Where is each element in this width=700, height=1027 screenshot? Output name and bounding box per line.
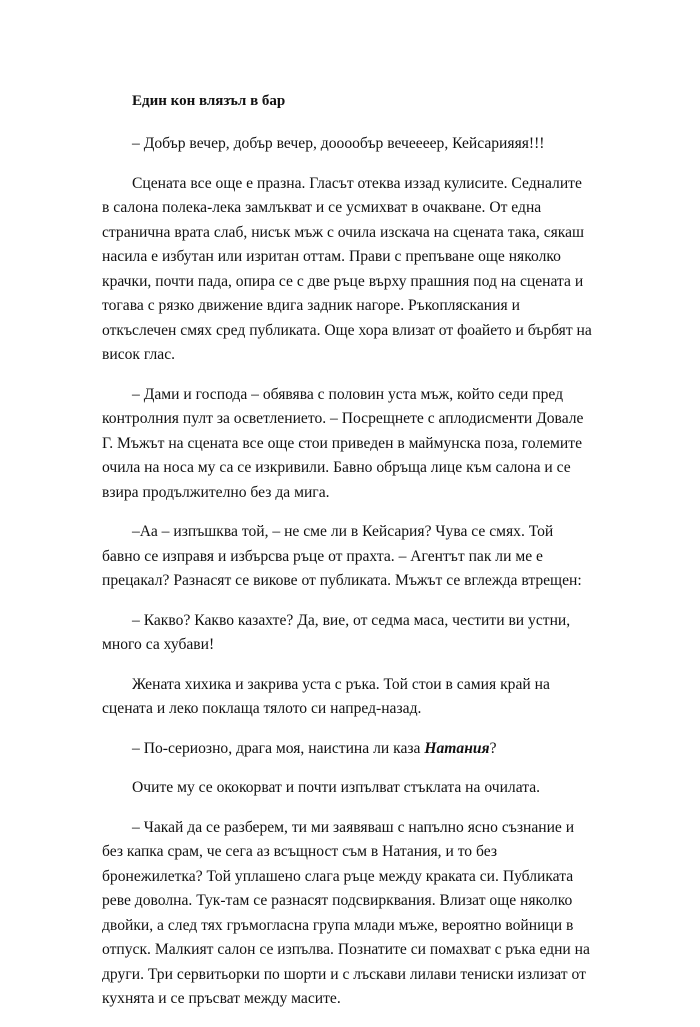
text-line: сцената и леко поклаща тялото си напред-назад. [102, 700, 422, 717]
text-line: Сцената все още е празна. Гласът отеква иззад кулисите. Седналите [132, 174, 582, 192]
text-line: бавно се изправя и избърсва ръце от прахта. – Агентът пак ли ме е [102, 547, 543, 565]
text-line: взира продължително без да мига. [102, 483, 330, 501]
text-line: без капка срам, че сега аз всъщност съм в Натания, и то без [102, 843, 498, 860]
text-line: – Добър вечер, добър вечер, дооообър вечеееер, Кейсарияяя!!! [132, 135, 545, 152]
text-line: очила на носа му са се изкривили. Бавно обръща лице към салона и се [102, 459, 571, 476]
paragraph-9 [102, 816, 622, 1012]
paragraph-1 [102, 132, 622, 157]
text-line: Г. Мъжът на сцената все още стои приведен в маймунска поза, големите [102, 434, 582, 452]
text-line: много са хубави! [102, 636, 215, 653]
text-run: ? [489, 739, 497, 757]
text-line: Жената хихика и закрива уста с ръка. Той стои в самия край на [132, 675, 550, 693]
paragraph-4 [102, 520, 622, 594]
document-page [102, 90, 622, 1027]
text-line: – Чакай да се разберем, ти ми заявяваш с напълно ясно съзнание и [132, 818, 575, 836]
paragraph-5 [102, 609, 622, 658]
text-line: реве доволна. Тук-там се разнасят подсвирквания. Влизат още няколко [102, 892, 573, 909]
text-line: откъслечен смях сред публиката. Още хора влизат от фоайето и бърбят на [102, 321, 592, 339]
text-line: насила е избутан или изритан оттам. Прави с препъване още няколко [102, 248, 561, 265]
text-line: тогава с рязко движение вдига задник нагоре. Ръкопляскания и [102, 297, 520, 314]
text-line: – Дами и господа – обявява с половин уста мъж, който седи пред [132, 385, 564, 403]
text-line: кухнята и се пръсват между масите. [102, 990, 341, 1007]
paragraph-3 [102, 383, 622, 506]
text-line [102, 737, 622, 762]
emphasized-word: Натания [424, 739, 490, 757]
text-line: странична врата слаб, нисък мъж с очила изскача на сцената така, сякаш [102, 223, 585, 241]
text-line: Очите му се ококорват и почти изпълват стъклата на очилата. [132, 779, 541, 796]
paragraph-8 [102, 776, 622, 801]
text-line: висок глас. [102, 346, 176, 363]
paragraph-6 [102, 673, 622, 722]
text-line: други. Три сервитьорки по шорти и с лъскави лилави тениски излизат от [102, 965, 586, 983]
chapter-title: Един кон влязъл в бар [132, 93, 286, 109]
text-line: контролния пулт за осветлението. – Посрещнете с аплодисменти Довале [102, 410, 584, 427]
text-run: – По-сериозно, драга моя, наистина ли каза [132, 739, 425, 757]
text-line: –Аа – изпъшква той, – не сме ли в Кейсария? Чува се смях. Той [132, 523, 554, 540]
paragraph-2 [102, 172, 622, 368]
text-line: бронежилетка? Той уплашено слага ръце между краката си. Публиката [102, 867, 574, 885]
text-line: двойки, а след тях гръмогласна група млади мъже, вероятно войници в [102, 916, 574, 934]
text-line: крачки, почти пада, опира се с две ръце върху прашния под на сцената и [102, 272, 584, 290]
paragraph-7 [102, 737, 622, 762]
text-line: отпуск. Малкият салон се изпълва. Познатите си помахват с ръка едни на [102, 941, 590, 958]
text-line: в салона полека-лека замлъкват и се усмихват в очакване. От една [102, 199, 542, 216]
text-line: прецакал? Разнасят се викове от публиката. Мъжът се вглежда втрещен: [102, 572, 582, 589]
text-line: – Какво? Какво казахте? Да, вие, от седма маса, честити ви устни, [132, 611, 571, 629]
